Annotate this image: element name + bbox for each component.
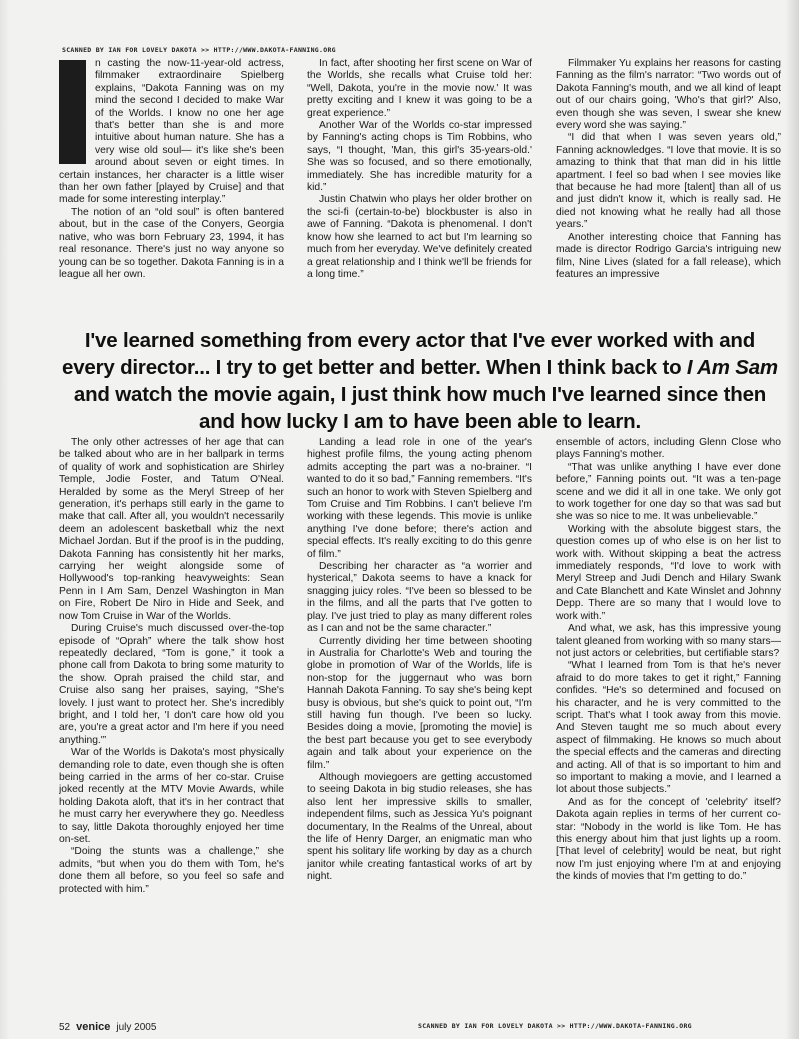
page-number: 52 bbox=[59, 1022, 71, 1033]
paragraph: Although moviegoers are getting accustomed to seeing Dakota in big studio releases, she has also lent her impressive skills to smaller, independent films, such as Jessica Yu's poignant documentary, In the Realms of the Unreal, about the life of Henry Darger, an enigmatic man who spent his solitary life working by day as a church janitor while creating fantastical works of art by night. bbox=[307, 771, 532, 883]
paragraph: The only other actresses of her age that can be talked about who are in her ballpark in terms of quality of work and sophistication are Shirley Temple, Jodie Foster, and Tatum O'Neal. Heralded by some as the Meryl Streep of her generation, it's perhaps still early in the game to make that call. After all, you wouldn't necessarily deem an adolescent basketball whiz the next Michael Jordan. But if the proof is in the pudding, Dakota Fanning has consistently hit her marks, carrying her weight alongside some of Hollywood's top-ranking heavyweights: Sean Penn in I Am Sam, Denzel Washington in Man on Fire, Robert De Niro in Hide and Seek, and now Tom Cruise in War of the Worlds. bbox=[59, 437, 284, 622]
paragraph: In fact, after shooting her first scene on War of the Worlds, she recalls what Cruise told her: “Well, Dakota, you're in the movie now.' It was pretty exciting and I knew it was going to be a great experience.” bbox=[307, 58, 532, 119]
paragraph: “What I learned from Tom is that he's never afraid to do more takes to get it right,” Fanning confides. “He's so determined and focused on his character, and he is very committed to the script. That's what I took away from this movie. And Steven taught me so much about every aspect of filmmaking. He knows so much about the special effects and the cameras and directing and acting. All of that is so important to him and so important to making a movie, and I learned a lot about those subjects.” bbox=[556, 660, 781, 796]
paragraph: Currently dividing her time between shooting in Australia for Charlotte's Web and touring the globe in promotion of War of the Worlds, life is non-stop for the juggernaut who was born Hannah Dakota Fanning. To say she's being kept busy is obvious, but she's quick to point out, “I'm still having fun though. I've been so lucky. Besides doing a movie, [promoting the movie] is the best part because you get to see everybody again and talk about your experience on the film.” bbox=[307, 635, 532, 771]
paragraph: Landing a lead role in one of the year's highest profile films, the young acting phenom admits accepting the part was a no-brainer. “I wanted to do it so bad,” Fanning remembers. “It's such an honor to work with Steven Spielberg and Tom Cruise and Tim Robbins. I can't believe I'm working with these legends. This movie is unlike anything I've done before; there's action and special effects. It's really exciting to do this genre of film.” bbox=[307, 437, 532, 560]
paragraph: And as for the concept of 'celebrity' itself? Dakota again replies in terms of her current co-star: “Nobody in the world is like Tom. He has this energy about him that just lights up a room. [That level of celebrity] would be neat, but right now I'm just enjoying where I'm at and enjoying the kinds of movies that I'm getting to do.” bbox=[556, 796, 781, 883]
paragraph: n casting the now-11-year-old actress, filmmaker extraordinaire Spielberg explains, “Dakota Fanning was on my mind the second I decided to make War of the Worlds. I know no one her age that's better than she is and more intuitive about human nature. She has a very wise old soul— it's like she's been around about seven or eight times. In certain instances, her character is a little wiser than her own father [played by Cruise] and that made for some interesting interplay.” bbox=[59, 58, 284, 206]
paragraph: War of the Worlds is Dakota's most physically demanding role to date, even though she is often being carried in the arms of her co-star. Cruise joked recently at the MTV Movie Awards, while holding Dakota aloft, that it's in her contract that he must carry her everywhere they go. Needless to say, little Dakota thoroughly enjoyed her time on-set. bbox=[59, 747, 284, 845]
issue-date: july 2005 bbox=[116, 1022, 157, 1033]
pull-quote-text-b: and watch the movie again, I just think how much I've learned since then and how lucky I am to have been able to learn. bbox=[73, 383, 767, 433]
article-column-bottom-1 bbox=[59, 437, 284, 994]
drop-cap-letter-i bbox=[59, 60, 86, 164]
paragraph: And what, we ask, has this impressive young talent gleaned from working with so many stars— not just actors or celebrities, but certifiable stars? bbox=[556, 623, 781, 659]
pull-quote-film-title: I Am Sam bbox=[686, 356, 778, 379]
article-column-top-1 bbox=[59, 58, 284, 312]
magazine-name: venice bbox=[76, 1021, 111, 1033]
paragraph: The notion of an “old soul” is often bantered about, but in the case of the Conyers, Georgia native, who was born February 23, 1994, it has real resonance. There's just no way anyone so young can be so together. Dakota Fanning is in a league all her own. bbox=[59, 206, 284, 280]
page-edge-shadow-left bbox=[0, 0, 10, 1039]
paragraph: Another interesting choice that Fanning has made is director Rodrigo Garcia's intriguing new film, Nine Lives (slated for a fall release), which features an impressive bbox=[556, 231, 781, 280]
article-column-bottom-3 bbox=[556, 437, 781, 1012]
pull-quote-text-a: I've learned something from every actor that I've ever worked with and every director... I try to get better and better. When I think back to bbox=[62, 329, 756, 379]
paragraph: Justin Chatwin who plays her older brother on the sci-fi (certain-to-be) blockbuster is also in awe of Fanning. “Dakota is phenomenal. I don't know how she learned to act but I'm learning so much from her everyday. We've definitely created a great relationship and I think we'll be friends for a long time.” bbox=[307, 194, 532, 280]
paragraph: “Doing the stunts was a challenge,” she admits, “but when you do them with Tom, he's done them all before, so you feel so safe and protected with him.” bbox=[59, 846, 284, 895]
scan-credit-top: SCANNED BY IAN FOR LOVELY DAKOTA >> HTTP://WWW.DAKOTA-FANNING.ORG bbox=[62, 46, 336, 54]
article-column-bottom-2 bbox=[307, 437, 532, 994]
paragraph: Filmmaker Yu explains her reasons for casting Fanning as the film's narrator: “Two words out of Dakota Fanning's mouth, and we all kind of leapt out of our chairs going, 'Who's that girl?' Also, even though she was seven, I swear she knew every word she was saying.” bbox=[556, 58, 781, 132]
page-edge-shadow-right bbox=[785, 0, 799, 1039]
paragraph: Describing her character as “a worrier and hysterical,” Dakota seems to have a knack for snagging juicy roles. “I've been so blessed to be in the films, and all the parts that I've gotten to play. I've just tried to play as many different roles as I can and not be the same character.” bbox=[307, 561, 532, 635]
article-column-top-3 bbox=[556, 58, 781, 316]
paragraph: ensemble of actors, including Glenn Close who plays Fanning's mother. bbox=[556, 437, 781, 461]
pull-quote bbox=[59, 327, 781, 435]
scan-credit-bottom: SCANNED BY IAN FOR LOVELY DAKOTA >> HTTP://WWW.DAKOTA-FANNING.ORG bbox=[418, 1022, 692, 1030]
article-column-top-2 bbox=[307, 58, 532, 316]
paragraph: During Cruise's much discussed over-the-top episode of “Oprah” where the talk show host repeatedly declared, “Tom is gone,” it took a phone call from Dakota to bring some maturity to the show. Oprah praised the child star, and Cruise also sang her praises, saying, “She's lovely. I just want to protect her. She's incredibly bright, and I told her, 'I don't care how old you are, you're a great actor and I'm here if you need anything.'” bbox=[59, 623, 284, 746]
page-footer bbox=[59, 1021, 156, 1033]
paragraph: “That was unlike anything I have ever done before,” Fanning points out. “It was a ten-page scene and we did it all in one take. We only got to work together for one day so that was sad but she was so nice to me. It was unbelievable.” bbox=[556, 461, 781, 523]
paragraph: Another War of the Worlds co-star impressed by Fanning's acting chops is Tim Robbins, who says, “I thought, 'Man, this girl's 35-years-old.' She was so focused, and so there emotionally, immediately. She has incredible maturity for a kid.” bbox=[307, 120, 532, 194]
paragraph: “I did that when I was seven years old,” Fanning acknowledges. “I love that movie. It is so amazing to think that that man did in his little apartment. I feel so bad when I see movies like that because he had more [talent] than all of us and just didn't know it, which is really sad. He died not knowing what he really had all those years.” bbox=[556, 132, 781, 231]
paragraph: Working with the absolute biggest stars, the question comes up of who else is on her list to work with. Without skipping a beat the actress immediately responds, “I'd love to work with Meryl Streep and Judi Dench and Hilary Swank and Cate Blanchett and Kate Winslet and Johnny Depp. There are so many that I would love to work with.” bbox=[556, 523, 781, 622]
